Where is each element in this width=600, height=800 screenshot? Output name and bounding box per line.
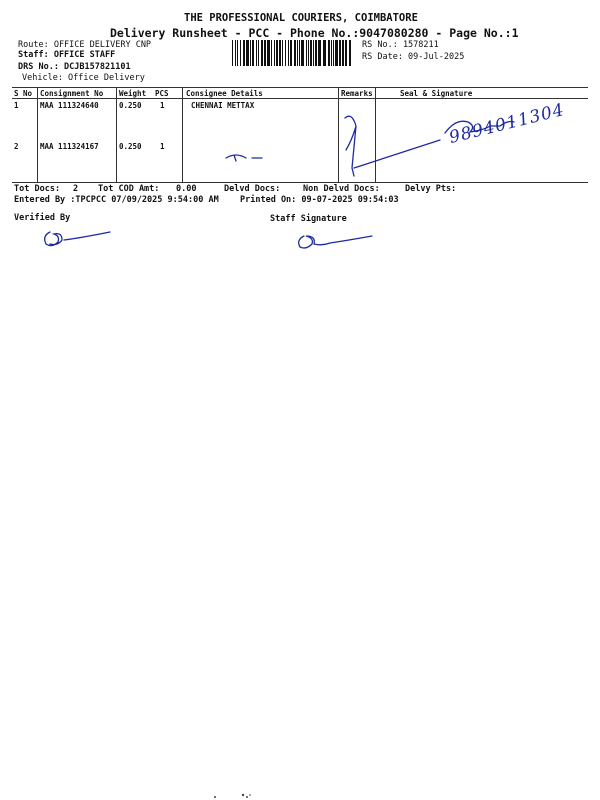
header-pcs: PCS: [155, 89, 169, 98]
header-consignee: Consignee Details: [186, 89, 263, 98]
row2-sno: 2: [14, 142, 19, 151]
row2-weight: 0.250: [119, 142, 142, 151]
row1-pcs: 1: [160, 101, 165, 110]
footer-signatures: [0, 0, 600, 260]
header-remarks: Remarks: [341, 89, 373, 98]
tot-cod-label: Tot COD Amt:: [98, 184, 160, 194]
header-seal: Seal & Signature: [400, 89, 473, 98]
row1-sno: 1: [14, 101, 19, 110]
delvd-docs-label: Delvd Docs:: [224, 184, 281, 194]
staff-label: Staff: OFFICE STAFF: [18, 50, 116, 60]
row2-consignment: MAA 111324167: [40, 142, 99, 151]
verifier-signature: [45, 232, 110, 246]
printed-on: Printed On: 09-07-2025 09:54:03: [240, 195, 399, 205]
verified-by-label: Verified By: [14, 213, 71, 223]
rs-number: RS No.: 1578211: [362, 40, 439, 50]
tot-docs-value: 2: [73, 184, 79, 194]
staff-signature: [299, 236, 372, 248]
row2-pcs: 1: [160, 142, 165, 151]
delvy-pts-label: Delvy Pts:: [405, 184, 457, 194]
runsheet-title: Delivery Runsheet - PCC - Phone No.:9047080280 - Page No.:1: [110, 26, 519, 40]
header-sno: S No: [14, 89, 33, 98]
drs-number: DRS No.: DCJB157821101: [18, 62, 131, 72]
stray-marks: [0, 780, 600, 800]
rs-date: RS Date: 09-Jul-2025: [362, 52, 465, 62]
route-label: Route: OFFICE DELIVERY CNP: [18, 40, 152, 50]
row1-consignee: CHENNAI METTAX: [191, 101, 255, 110]
handwritten-phone: 9894011304: [447, 100, 567, 148]
tot-cod-value: 0.00: [176, 184, 197, 194]
entered-by: Entered By :TPCPCC 07/09/2025 9:54:00 AM: [14, 195, 219, 205]
vehicle-label: Vehicle: Office Delivery: [22, 73, 145, 83]
staff-signature-label: Staff Signature: [270, 214, 347, 224]
non-delvd-docs-label: Non Delvd Docs:: [303, 184, 380, 194]
row1-weight: 0.250: [119, 101, 142, 110]
header-weight: Weight: [119, 89, 147, 98]
company-title: THE PROFESSIONAL COURIERS, COIMBATORE: [184, 12, 418, 24]
row1-consignment: MAA 111324640: [40, 101, 99, 110]
header-consignment: Consignment No: [40, 89, 104, 98]
tot-docs-label: Tot Docs:: [14, 184, 61, 194]
